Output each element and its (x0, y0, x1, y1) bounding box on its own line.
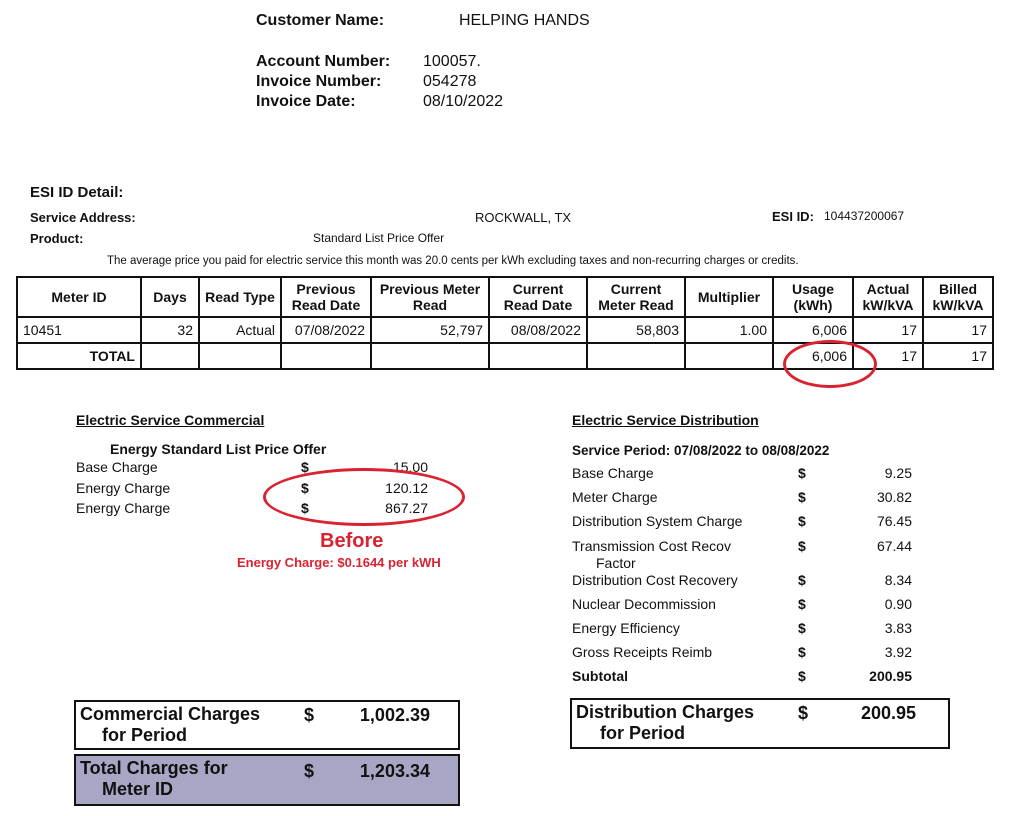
distribution-row-dollar: $ (798, 572, 806, 588)
column-header: Billed kW/kVA (923, 277, 993, 317)
commercial-section-title: Electric Service Commercial (76, 412, 265, 428)
distribution-row-amount: 0.90 (884, 596, 912, 612)
total-charges-amount: 1,203.34 (359, 761, 430, 781)
distribution-row-amount: 76.45 (876, 513, 912, 529)
table-cell (587, 343, 685, 369)
distribution-row-dollar: $ (798, 596, 806, 612)
distribution-charges-dollar: $ (798, 703, 809, 723)
table-cell: 07/08/2022 (281, 317, 371, 343)
usage-highlight-circle (783, 340, 877, 388)
total-charges-label: Total Charges for Meter ID (80, 758, 228, 799)
distribution-charges-amount: 200.95 (860, 703, 916, 723)
column-header: Previous Read Date (281, 277, 371, 317)
commercial-subtitle: Energy Standard List Price Offer (110, 441, 327, 457)
customer-name-label: Customer Name: (256, 12, 385, 29)
distribution-row-amount: 3.83 (884, 620, 912, 636)
average-price-note: The average price you paid for electric service this month was 20.0 cents per kWh excluding taxes and non-recurring charges or credits. (107, 255, 799, 267)
commercial-row-label: Energy Charge (76, 480, 171, 496)
commercial-row-amount: 867.27 (385, 500, 428, 516)
distribution-row-dollar: $ (798, 668, 806, 684)
distribution-row-label: Distribution System Charge (572, 513, 743, 529)
distribution-row-amount: 3.92 (884, 644, 912, 660)
total-label: TOTAL (17, 343, 141, 369)
invoice-number: 054278 (423, 73, 477, 90)
invoice-date: 08/10/2022 (423, 93, 504, 110)
invoice-date-label: Invoice Date: (256, 93, 356, 110)
column-header: Meter ID (17, 277, 141, 317)
distribution-charges-box (570, 698, 950, 749)
distribution-row-label: Nuclear Decommission (572, 596, 716, 612)
column-header: Previous Meter Read (371, 277, 489, 317)
table-cell: 10451 (17, 317, 141, 343)
distribution-row-label: Energy Efficiency (572, 620, 680, 636)
distribution-row-dollar: $ (798, 538, 806, 554)
distribution-row-label-continued: Factor (596, 555, 636, 571)
commercial-row-dollar: $ (301, 459, 309, 475)
product: Standard List Price Offer (313, 231, 445, 245)
commercial-charges-label: Commercial Charges for Period (80, 704, 261, 745)
product-label: Product: (30, 231, 84, 246)
distribution-service-period: Service Period: 07/08/2022 to 08/08/2022 (572, 443, 830, 458)
column-header: Multiplier (685, 277, 773, 317)
distribution-row-dollar: $ (798, 489, 806, 505)
distribution-row-dollar: $ (798, 465, 806, 481)
distribution-row-dollar: $ (798, 513, 806, 529)
invoice-number-label: Invoice Number: (256, 73, 382, 90)
commercial-charges-dollar: $ (304, 705, 315, 725)
table-cell: 52,797 (371, 317, 489, 343)
column-header: Current Meter Read (587, 277, 685, 317)
service-address: ROCKWALL, TX (475, 210, 572, 225)
column-header: Usage (kWh) (773, 277, 853, 317)
distribution-subtotal-label: Subtotal (572, 668, 628, 684)
column-header: Actual kW/kVA (853, 277, 923, 317)
commercial-row-label: Base Charge (76, 459, 158, 475)
energy-rate-annotation: Energy Charge: $0.1644 per kWH (237, 555, 441, 570)
commercial-row-dollar: $ (301, 480, 309, 496)
table-cell (281, 343, 371, 369)
distribution-subtotal-amount: 200.95 (869, 668, 912, 684)
table-cell: 32 (141, 317, 199, 343)
distribution-row-amount: 8.34 (884, 572, 912, 588)
distribution-row-label: Gross Receipts Reimb (572, 644, 713, 660)
column-header: Current Read Date (489, 277, 587, 317)
distribution-row-label: Distribution Cost Recovery (572, 572, 738, 588)
esi-id-label: ESI ID: (772, 209, 814, 224)
distribution-section-title: Electric Service Distribution (572, 412, 759, 428)
distribution-row-dollar: $ (798, 620, 806, 636)
table-row (17, 317, 993, 343)
column-header: Read Type (199, 277, 281, 317)
commercial-charges-box (74, 700, 460, 750)
account-number-label: Account Number: (256, 53, 391, 70)
table-cell: 17 (923, 317, 993, 343)
distribution-row-amount: 9.25 (884, 465, 912, 481)
distribution-row-amount: 30.82 (876, 489, 912, 505)
table-cell (489, 343, 587, 369)
table-cell: 58,803 (587, 317, 685, 343)
distribution-row-amount: 67.44 (876, 538, 912, 554)
energy-charge-highlight-circle (263, 468, 465, 526)
account-number: 100057. (423, 53, 481, 70)
commercial-row-label: Energy Charge (76, 500, 171, 516)
total-charges-dollar: $ (304, 761, 315, 781)
meter-table-header (17, 277, 993, 317)
distribution-row-label: Meter Charge (572, 489, 658, 505)
table-cell (199, 343, 281, 369)
total-actual: 17 (853, 343, 923, 369)
commercial-row-dollar: $ (301, 500, 309, 516)
distribution-charges-label: Distribution Charges for Period (576, 702, 755, 743)
commercial-row-amount: 15.00 (392, 459, 428, 475)
distribution-row-label: Base Charge (572, 465, 654, 481)
customer-name: HELPING HANDS (459, 12, 590, 29)
table-cell: 17 (853, 317, 923, 343)
before-annotation: Before (320, 530, 384, 552)
service-address-label: Service Address: (30, 210, 136, 225)
table-cell (685, 343, 773, 369)
commercial-row-amount: 120.12 (385, 480, 428, 496)
table-cell: Actual (199, 317, 281, 343)
commercial-charges-amount: 1,002.39 (359, 705, 430, 725)
table-cell: 6,006 (773, 317, 853, 343)
esi-detail-label: ESI ID Detail: (30, 184, 124, 201)
table-cell (371, 343, 489, 369)
table-cell: 08/08/2022 (489, 317, 587, 343)
column-header: Days (141, 277, 199, 317)
distribution-row-label: Transmission Cost Recov (572, 538, 731, 554)
distribution-row-dollar: $ (798, 644, 806, 660)
total-billed: 17 (923, 343, 993, 369)
table-cell: 1.00 (685, 317, 773, 343)
total-usage: 6,006 (773, 343, 853, 369)
table-cell (141, 343, 199, 369)
total-charges-box (74, 754, 460, 806)
esi-id: 104437200067 (824, 209, 905, 223)
